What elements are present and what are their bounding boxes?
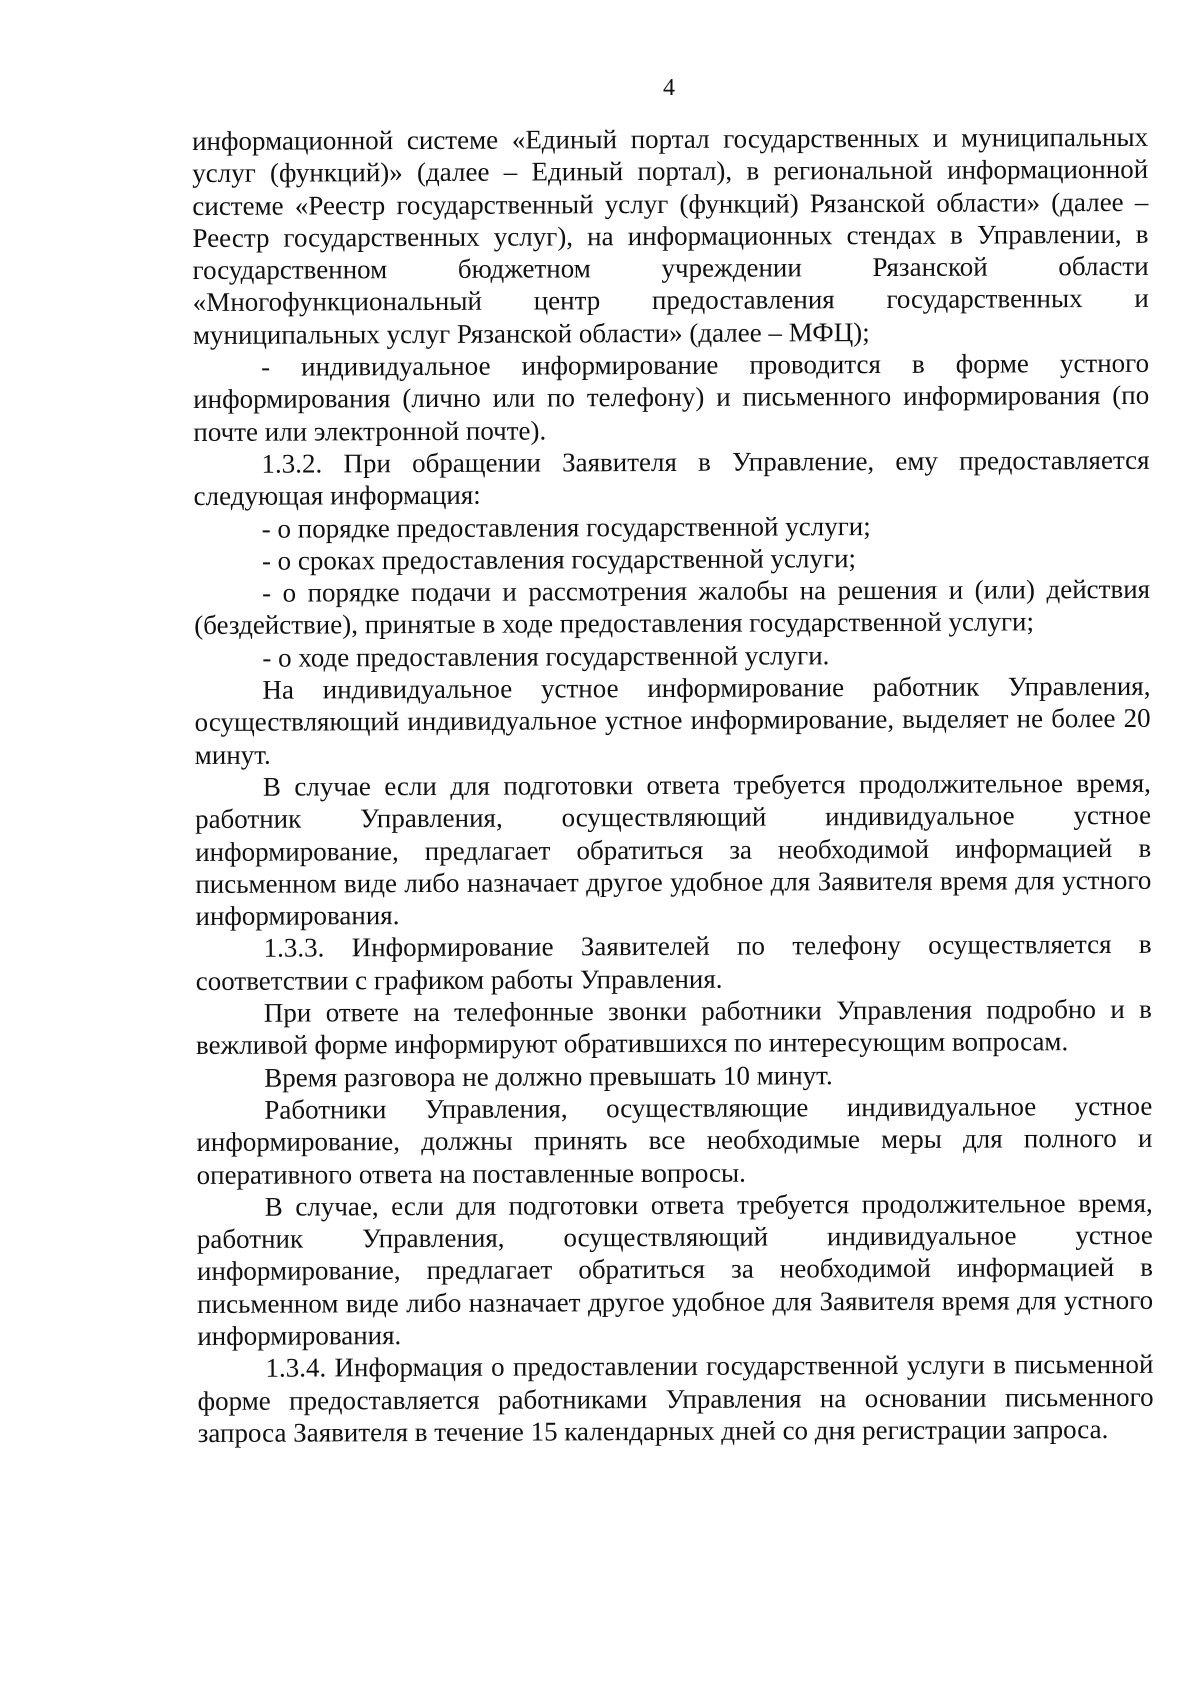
paragraph-individual-informing: - индивидуальное информирование проводится в форме устного информирования (лично или по телефону) и письменного информирования (по почте или электронной почте). (193, 347, 1150, 447)
paragraph-1-3-4: 1.3.4. Информация о предоставлении государственной услуги в письменной форме предоставляется работниками Управления на основании письменного запроса Заявителя в течение 15 календарных дней со дня регистрации запроса. (197, 1349, 1154, 1448)
paragraph-phone-calls: При ответе на телефонные звонки работники Управления подробно и в вежливой форме информируют обратившихся по интересующим вопросам. (195, 993, 1152, 1061)
paragraph-call-duration: Время разговора не должно превышать 10 минут. (264, 1059, 833, 1093)
paragraph-1-3-2: 1.3.2. При обращении Заявителя в Управление, ему предоставляется следующая информация: (193, 444, 1150, 512)
list-item-progress: - о ходе предоставления государственной услуги. (262, 639, 830, 673)
paragraph-1-3-3: 1.3.3. Информирование Заявителей по телефону осуществляется в соответствии с графиком работы Управления. (195, 929, 1152, 996)
paragraph-long-answer-repeat: В случае, если для подготовки ответа требуется продолжительное время, работник Управления, осуществляющий индивидуальное устное информирование, предлагает обратиться за необходимой информацией в письменном виде либо назначает другое удобное для Заявителя время для устного информирования. (196, 1187, 1154, 1351)
paragraph-long-answer: В случае если для подготовки ответа требуется продолжительное время, работник Управления, осуществляющий индивидуальное устное информирование, предлагает обратиться за необходимой информацией в письменном виде либо назначает другое удобное для Заявителя время для устного информирования. (194, 767, 1152, 932)
document-body (192, 121, 1154, 1449)
list-item-procedure: - о порядке предоставления государственной услуги; (261, 510, 871, 544)
paragraph-continuation: информационной системе «Единый портал государственных и муниципальных услуг (функций)» (далее – Единый портал), в региональной информационной системе «Реестр государственный услуг (функций) Рязанской области» (далее – Реестр государственных услуг), на информационных стендах в Управлении, в государственном бюджетном учреждении Рязанской области «Многофункциональный центр предоставления государственных и муниципальных услуг Рязанской области» (далее – МФЦ); (192, 121, 1149, 350)
paragraph-staff-measures: Работники Управления, осуществляющие индивидуальное устное информирование, должны принять все необходимые меры для полного и оперативного ответа на поставленные вопросы. (196, 1090, 1153, 1190)
paragraph-time-limit: На индивидуальное устное информирование работник Управления, осуществляющий индивидуальное устное информирование, выделяет не более 20 минут. (194, 670, 1151, 770)
list-item-complaints: - о порядке подачи и рассмотрения жалобы на решения и (или) действия (бездействие), принятые в ходе предоставления государственной услуги; (194, 573, 1151, 641)
list-item-terms: - о сроках предоставления государственной услуги; (261, 542, 857, 576)
page-number: 4 (663, 75, 675, 101)
